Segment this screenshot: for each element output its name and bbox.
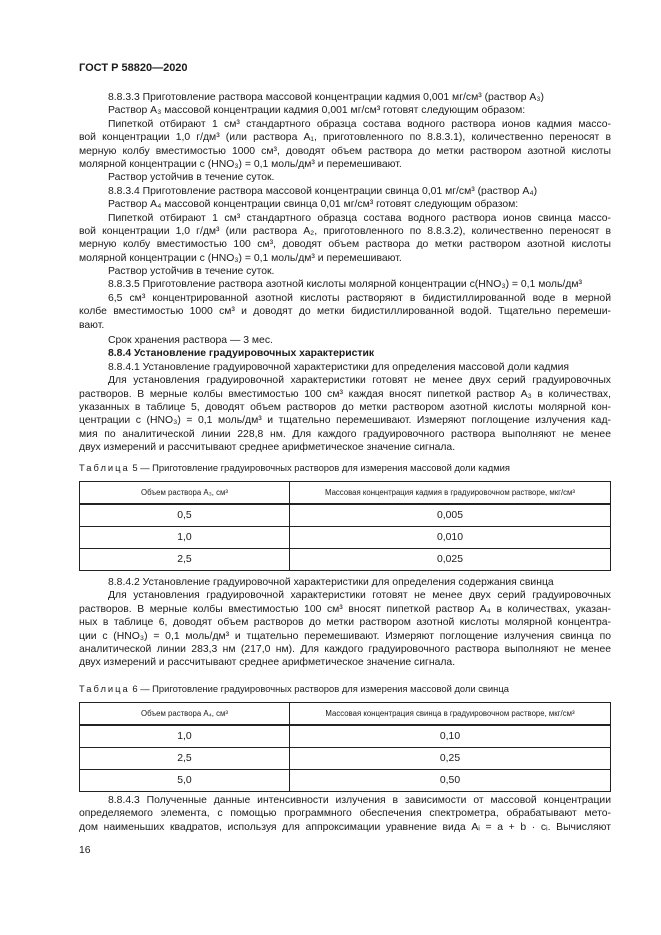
text-line: 8.8.4.1 Установление градуировочной характеристики для определения массовой доли кадмия <box>108 361 570 373</box>
text-line: мерную колбу вместимостью 100 см³, доводят объем раствора до метки раствором азотной кислоты <box>79 239 611 251</box>
text-line: молярной концентрации c (HNO₃) = 0,1 моль/дм³ и перемешивают. <box>79 158 402 170</box>
text-line: указанных в таблице 5, доводят объем растворов до метки раствором азотной кислоты молярной кон- <box>79 401 611 413</box>
text-line: Раствор устойчив в течение суток. <box>108 172 275 184</box>
text-line: растворов. В мерные колбы вместимостью 100 см³ каждая вносят пипеткой раствор A₃ в количествах, <box>79 388 611 400</box>
table-header-cell: Объем раствора A₄, см³ <box>80 703 290 726</box>
table-cell: 1,0 <box>80 725 290 748</box>
text-line: 6,5 см³ концентрированной азотной кислоты растворяют в бидистиллированной воде в мерной <box>108 292 611 304</box>
text-line: Пипеткой отбирают 1 см³ стандартного образца состава водного раствора ионов свинца массо- <box>108 212 611 224</box>
text-line: растворов. В мерные колбы вместимостью 100 см³ вносят пипеткой раствор A₄ в количествах, указан- <box>79 603 611 615</box>
table-row <box>80 725 611 748</box>
table-cell: 2,5 <box>80 748 290 770</box>
text-line: вают. <box>79 319 105 331</box>
text-line: вой концентрации 1,0 г/дм³ (или раствора A₁, приготовленного по 8.8.3.1), количественно переносят в <box>79 132 611 144</box>
table5-caption-text: 5 — Приготовление градуировочных растворов для измерения массовой доли кадмия <box>132 462 510 473</box>
text-line: 8.8.3.4 Приготовление раствора массовой концентрации свинца 0,01 мг/см³ (раствор A₄) <box>108 185 538 197</box>
table-row <box>80 549 611 571</box>
table-cell: 2,5 <box>80 549 290 571</box>
text-line: Пипеткой отбирают 1 см³ стандартного образца состава водного раствора ионов кадмия массо- <box>108 118 611 130</box>
table-row <box>80 748 611 770</box>
text-line: двух измерений и рассчитывают среднее арифметическое значение сигнала. <box>79 442 456 454</box>
text-line: 8.8.3.5 Приготовление раствора азотной кислоты молярной концентрации c(HNO₃) = 0,1 моль/дм³ <box>108 279 582 291</box>
table-row <box>80 770 611 792</box>
table-cell: 0,10 <box>290 725 611 748</box>
text-line: молярной концентрации c (HNO₃) = 0,1 моль/дм³ и перемешивают. <box>79 252 402 264</box>
table-cell: 1,0 <box>80 527 290 549</box>
text-line: мерную колбу вместимостью 1000 см³, доводят объем раствора до метки раствором азотной кислоты <box>79 145 611 157</box>
text-line: ции c (HNO₃) = 0,1 моль/дм³ и тщательно перемешивают. Измеряют поглощение излучения свинца по <box>79 630 611 642</box>
table-header-cell: Объем раствора A₃, см³ <box>80 482 290 505</box>
table-header-cell: Массовая концентрация свинца в градуировочном растворе, мкг/см³ <box>290 703 611 726</box>
text-line: 8.8.4.2 Установление градуировочной характеристики для определения содержания свинца <box>108 577 554 588</box>
text-line: Для установления градуировочной характеристики готовят не менее двух серий градуировочных <box>108 375 611 387</box>
table-cell: 0,005 <box>290 504 611 527</box>
text-line: мия по аналитической линии 228,8 нм. Для каждого градуировочного раствора выполняют не менее <box>79 428 611 440</box>
text-line: центрации c (HNO₃) = 0,1 моль/дм³ и тщательно перемешивают. Измеряют поглощение излучения кад- <box>79 415 611 427</box>
page-number: 16 <box>79 845 91 856</box>
text-block-8-8-4-3 <box>79 794 611 834</box>
text-block-8-8-4-2 <box>79 576 611 670</box>
table5-caption <box>79 462 510 473</box>
table-6 <box>79 702 611 792</box>
document-header: ГОСТ Р 58820—2020 <box>79 62 188 74</box>
table6-caption-word: Таблица <box>79 683 130 694</box>
table6-caption-text: 6 — Приготовление градуировочных растворов для измерения массовой доли свинца <box>132 683 509 694</box>
text-line: дом наименьших квадратов, используя для аппроксимации уравнение вида Aᵢ = a + b · cᵢ. Вычисляют <box>79 821 611 833</box>
table5-caption-word: Таблица <box>79 462 130 473</box>
table-5 <box>79 481 611 571</box>
table-cell: 0,5 <box>80 504 290 527</box>
table-cell: 0,25 <box>290 748 611 770</box>
table-cell: 5,0 <box>80 770 290 792</box>
table-cell: 0,50 <box>290 770 611 792</box>
text-block-8-8-3 <box>79 91 611 455</box>
table-cell: 0,025 <box>290 549 611 571</box>
table-header-row <box>80 482 611 505</box>
table6-caption <box>79 683 509 694</box>
text-line: ных в таблице 6, доводят объем растворов до метки раствором азотной кислоты молярной концентра- <box>79 617 611 629</box>
table-header-cell: Массовая концентрация кадмия в градуировочном растворе, мкг/см³ <box>290 482 611 505</box>
text-line: колбе вместимостью 1000 см³ и доводят до метки бидистиллированной водой. Тщательно перемеши- <box>79 306 611 318</box>
text-line: Раствор устойчив в течение суток. <box>108 266 275 278</box>
text-line: 8.8.4.3 Полученные данные интенсивности излучения в зависимости от массовой концентрации <box>108 795 611 806</box>
text-line: Срок хранения раствора — 3 мес. <box>108 335 273 347</box>
table-header-row <box>80 703 611 726</box>
text-line: аналитической линии 283,3 нм (217,0 нм). Для каждого градуировочного раствора выполняют не менее <box>79 643 611 655</box>
table-row <box>80 527 611 549</box>
text-line: двух измерений и рассчитывают среднее арифметическое значение сигнала. <box>79 657 456 669</box>
text-line: Для установления градуировочной характеристики готовят не менее двух серий градуировочных <box>108 590 611 602</box>
text-line: 8.8.4 Установление градуировочных характеристик <box>108 348 375 360</box>
text-line: вой концентрации 1,0 г/дм³ (или раствора A₂, приготовленного по 8.8.3.2), количественно переносят в <box>79 225 611 237</box>
text-line: Раствор A₄ массовой концентрации свинца 0,01 мг/см³ готовят следующим образом: <box>108 199 519 211</box>
table-row <box>80 504 611 527</box>
text-line: определяемого элемента, с помощью программного обеспечения спектрометра, обрабатывают мето- <box>79 808 611 820</box>
text-line: 8.8.3.3 Приготовление раствора массовой концентрации кадмия 0,001 мг/см³ (раствор A₃) <box>108 92 545 103</box>
table-cell: 0,010 <box>290 527 611 549</box>
text-line: Раствор A₃ массовой концентрации кадмия 0,001 мг/см³ готовят следующим образом: <box>108 105 526 117</box>
